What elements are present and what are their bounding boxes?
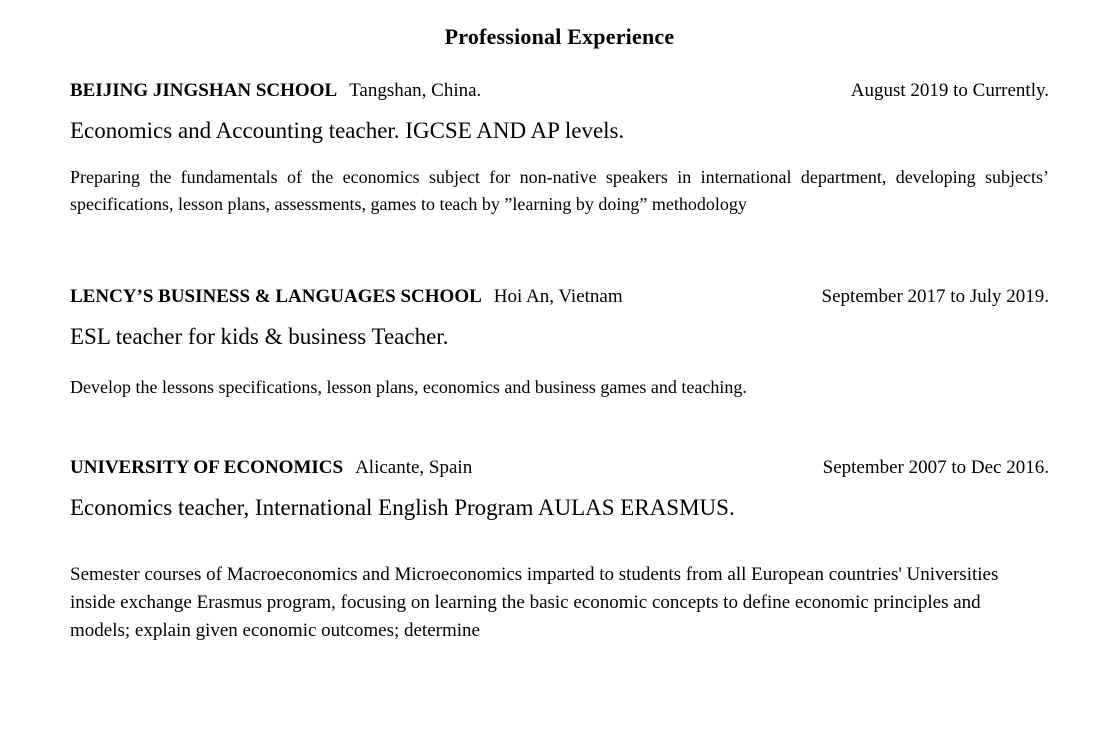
employer-name: BEIJING JINGSHAN SCHOOL (70, 80, 338, 101)
experience-entry-university (70, 457, 1049, 645)
job-title: ESL teacher for kids & business Teacher. (70, 324, 449, 349)
entry-header (70, 457, 1049, 479)
employer-location: Tangshan, China. (349, 80, 482, 101)
employer-location: Hoi An, Vietnam (493, 286, 623, 307)
job-title: Economics teacher, International English Program AULAS ERASMUS. (70, 495, 735, 520)
experience-entry-lency (70, 286, 1049, 401)
job-description: Develop the lessons specifications, lesson plans, economics and business games and teaching. (70, 377, 747, 397)
job-description: Semester courses of Macroeconomics and Microeconomics imparted to students from all European countries' Universities inside exchange Erasmus program, focusing on learning the basic economic concepts to define economic principles and models; explain given economic outcomes; determine (70, 564, 999, 641)
entry-header (70, 286, 1049, 308)
entry-header (70, 80, 1049, 102)
employer-location: Alicante, Spain (355, 457, 473, 478)
experience-entry-beijing (70, 80, 1049, 218)
employer-name: LENCY’S BUSINESS & LANGUAGES SCHOOL (70, 286, 482, 307)
section-title: Professional Experience (444, 24, 675, 49)
employer-name: UNIVERSITY OF ECONOMICS (70, 457, 344, 478)
employment-dates: September 2007 to Dec 2016. (822, 457, 1049, 478)
job-title: Economics and Accounting teacher. IGCSE AND AP levels. (70, 118, 625, 143)
employment-dates: August 2019 to Currently. (850, 80, 1049, 101)
employment-dates: September 2017 to July 2019. (821, 286, 1049, 307)
job-description: Preparing the fundamentals of the economics subject for non-native speakers in international department, developing subjects’ specifications, lesson plans, assessments, games to teach by ”learning by doing” methodology (70, 167, 1049, 214)
